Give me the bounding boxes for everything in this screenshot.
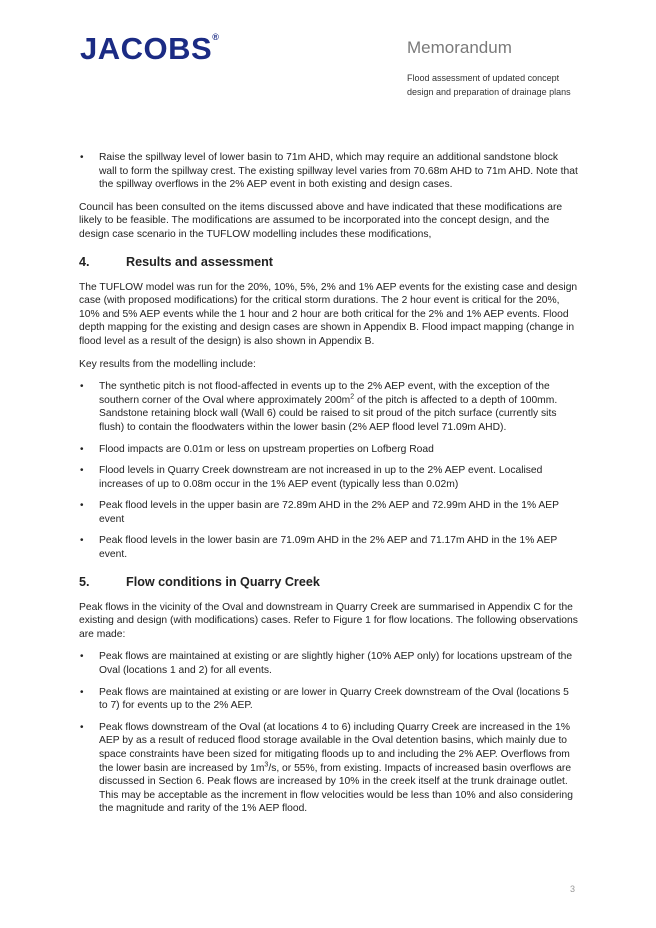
list-item-text: /s, or 55%, from existing. Impacts of increased basin overflows are discussed in Section 6. Peak flows are increased by 10% in the creek itself at the trunk drainage outlet. This may be acceptable as the increment in flow velocities would be less than 10% and also considering the magnitude and rarity of the 1% AEP flood. xyxy=(99,762,573,815)
memo-subtitle: Flood assessment of updated concept design and preparation of drainage plans xyxy=(407,73,571,97)
council-paragraph: Council has been consulted on the items discussed above and have indicated that these modifications are likely to be feasible. The modifications are assumed to be incorporated into the concept design, and the design case scenario in the TUFLOW modelling includes these modifications, xyxy=(79,201,563,240)
list-item: • Flood levels in Quarry Creek downstream are not increased in up to the 2% AEP event. Localised increases of up to 0.08m occur in the 1% AEP event (typically less than 0.02m) xyxy=(79,464,578,491)
section-5-paragraph: Peak flows in the vicinity of the Oval and downstream in Quarry Creek are summarised in Appendix C for the existing and design (with modifications) cases. Refer to Figure 1 for flow locations. The following observations are made: xyxy=(79,601,578,640)
list-item: • Flood impacts are 0.01m or less on upstream properties on Lofberg Road xyxy=(79,443,578,457)
company-logo xyxy=(80,33,219,65)
list-item xyxy=(79,380,578,434)
list-item-text: Peak flows downstream of the Oval (at locations 4 to 6) including Quarry Creek are increased in the 1% AEP by as a result of reduced flood storage available in the Oval detention basins, which mainly due to space constraints have been sized for mitigating floods up to and including the 2% AEP. Overflows from the lower basin are increased by 1m xyxy=(99,721,571,774)
list-item: • Peak flood levels in the upper basin are 72.89m AHD in the 2% AEP and 72.99m AHD in the 1% AEP event xyxy=(79,499,578,526)
section-number: 5. xyxy=(79,574,90,589)
key-results-list xyxy=(79,380,578,562)
list-item: • Peak flood levels in the lower basin are 71.09m AHD in the 2% AEP and 71.17m AHD in the 1% AEP event. xyxy=(79,534,578,561)
section-4-heading xyxy=(79,254,578,270)
observations-list xyxy=(79,650,578,816)
section-title: Flow conditions in Quarry Creek xyxy=(126,574,320,589)
memo-body xyxy=(79,151,578,825)
list-item: • Raise the spillway level of lower basin to 71m AHD, which may require an additional sandstone block wall to form the spillway crest. The existing spillway level varies from 70.68m AHD to 71m AHD. Note that the spillway overflows in the 2% AEP event in both existing and design cases. xyxy=(79,151,578,192)
intro-bullet-list xyxy=(79,151,578,192)
key-results-intro: Key results from the modelling include: xyxy=(79,358,256,370)
superscript: 2 xyxy=(350,393,355,401)
section-title: Results and assessment xyxy=(126,254,273,269)
section-5-heading xyxy=(79,574,578,590)
logo-registered-mark: ® xyxy=(212,32,219,42)
section-number: 4. xyxy=(79,254,90,269)
logo-text: JACOBS xyxy=(80,31,213,66)
list-item xyxy=(79,721,578,816)
list-item-text: The synthetic pitch is not flood-affected in events up to the 2% AEP event, with the exception of the southern corner of the Oval where approximately 200m xyxy=(99,381,550,406)
list-item: • Peak flows are maintained at existing or are slightly higher (10% AEP only) for locations upstream of the Oval (locations 1 and 2) for all events. xyxy=(79,650,578,677)
superscript: 3 xyxy=(264,761,269,769)
page-number: 3 xyxy=(570,884,576,894)
list-item: • Peak flows are maintained at existing or are lower in Quarry Creek downstream of the Oval (locations 5 to 7) for events up to the 2% AEP. xyxy=(79,686,578,713)
list-item-text: of the pitch is affected to a depth of 100mm. Sandstone retaining block wall (Wall 6) could be raised to sit proud of the pitch surface (currently sits flush) to contain the floodwaters within the lower basin (2% AEP flood level 71.09m AHD). xyxy=(99,394,558,433)
section-4-paragraph: The TUFLOW model was run for the 20%, 10%, 5%, 2% and 1% AEP events for the existing case and design case (with proposed modifications) for the critical storm durations. The 2 hour event is critical for the 20%, 10% and 5% AEP events while the 1 hour and 2 hour are both critical for the 2% and 1% AEP events. Flood depth mapping for the existing and design cases are shown in Appendix B. Flood impact mapping (change in flood level as a result of the design) is also shown in Appendix B. xyxy=(79,281,578,347)
memo-title: Memorandum xyxy=(407,38,512,57)
